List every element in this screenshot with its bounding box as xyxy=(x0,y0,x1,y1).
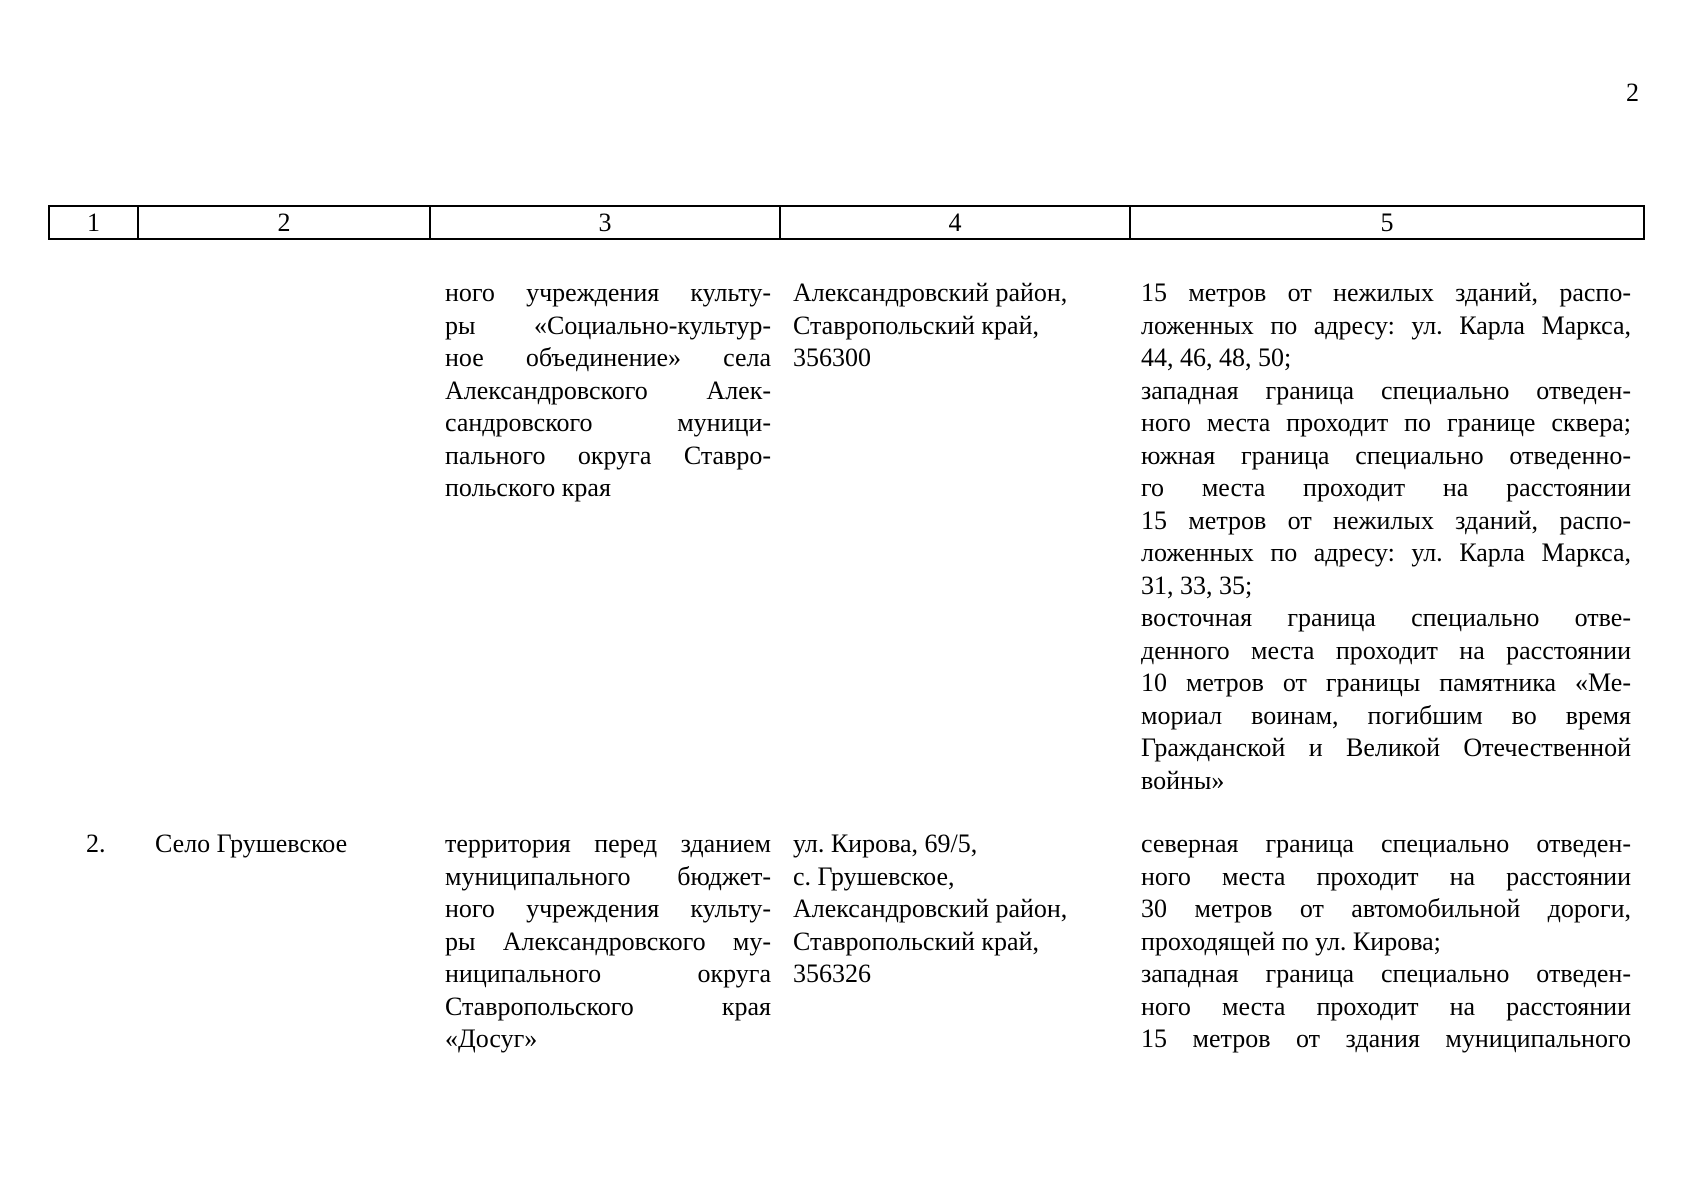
text-line: Гражданской и Великой Отечественной xyxy=(1141,733,1631,762)
boundary-description xyxy=(1141,277,1631,797)
text-line: денного места проходит на расстоянии xyxy=(1141,635,1631,665)
text-line: польского края xyxy=(445,473,611,502)
header-col-4: 4 xyxy=(780,206,1130,239)
text-line: 30 метров от автомобильной дороги, xyxy=(1141,894,1631,923)
text-line: с. Грушевское, xyxy=(793,861,955,891)
text-line: Александровского Алек- xyxy=(445,375,771,405)
text-line: Ставропольского края xyxy=(445,991,771,1021)
row-number: 2. xyxy=(86,829,106,858)
text-line: Александровский район, xyxy=(793,278,1068,307)
text-line: мориал воинам, погибшим во время xyxy=(1141,700,1631,730)
text-line: 356300 xyxy=(793,343,871,372)
text-line: ры Александровского му- xyxy=(445,926,771,956)
text-line: Александровский район, xyxy=(793,894,1068,923)
text-line: ное объединение» села xyxy=(445,343,771,372)
text-line: Ставропольский край, xyxy=(793,926,1039,956)
text-line: пального округа Ставро- xyxy=(445,440,771,470)
text-line: 15 метров от нежилых зданий, распо- xyxy=(1141,278,1631,307)
text-line: ного учреждения культу- xyxy=(445,278,771,307)
text-line: ного места проходит по границе сквера; xyxy=(1141,408,1631,437)
header-col-3: 3 xyxy=(430,206,780,239)
text-line: Ставропольский край, xyxy=(793,310,1039,340)
text-line: ного места проходит на расстоянии xyxy=(1141,991,1631,1021)
boundary-description xyxy=(1141,828,1631,1056)
text-line: ложенных по адресу: ул. Карла Маркса, xyxy=(1141,538,1631,567)
header-col-1: 1 xyxy=(49,206,138,239)
text-line: 15 метров от нежилых зданий, распо- xyxy=(1141,505,1631,535)
settlement-name: Село Грушевское xyxy=(155,829,348,858)
text-line: войны» xyxy=(1141,765,1225,795)
text-line: проходящей по ул. Кирова; xyxy=(1141,926,1441,956)
text-line: 44, 46, 48, 50; xyxy=(1141,343,1292,372)
text-line: ного учреждения культу- xyxy=(445,894,771,923)
text-line: южная граница специально отведенно- xyxy=(1141,440,1631,470)
header-col-5: 5 xyxy=(1130,206,1644,239)
text-line: северная граница специально отведен- xyxy=(1141,829,1631,858)
header-row xyxy=(49,206,1644,239)
text-line: 356326 xyxy=(793,959,871,988)
text-line: ры «Социально-культур- xyxy=(445,310,771,340)
text-line: западная граница специально отведен- xyxy=(1141,375,1631,405)
text-line: 15 метров от здания муниципального xyxy=(1141,1024,1631,1053)
place-description xyxy=(445,277,771,505)
text-line: ного места проходит на расстоянии xyxy=(1141,861,1631,891)
text-line: го места проходит на расстоянии xyxy=(1141,473,1631,502)
page-number: 2 xyxy=(1626,78,1639,107)
text-line: восточная граница специально отве- xyxy=(1141,603,1631,632)
text-line: сандровского муници- xyxy=(445,408,771,437)
address xyxy=(793,828,1113,991)
text-line: муниципального бюджет- xyxy=(445,861,771,891)
text-line: 10 метров от границы памятника «Ме- xyxy=(1141,668,1631,697)
text-line: западная граница специально отведен- xyxy=(1141,959,1631,988)
text-line: ул. Кирова, 69/5, xyxy=(793,829,978,858)
text-line: ложенных по адресу: ул. Карла Маркса, xyxy=(1141,310,1631,340)
place-description xyxy=(445,828,771,1056)
text-line: 31, 33, 35; xyxy=(1141,570,1253,600)
text-line: ниципального округа xyxy=(445,959,771,988)
address xyxy=(793,277,1113,375)
text-line: «Досуг» xyxy=(445,1024,538,1053)
column-number-header xyxy=(48,205,1645,240)
header-col-2: 2 xyxy=(138,206,430,239)
text-line: территория перед зданием xyxy=(445,829,771,858)
